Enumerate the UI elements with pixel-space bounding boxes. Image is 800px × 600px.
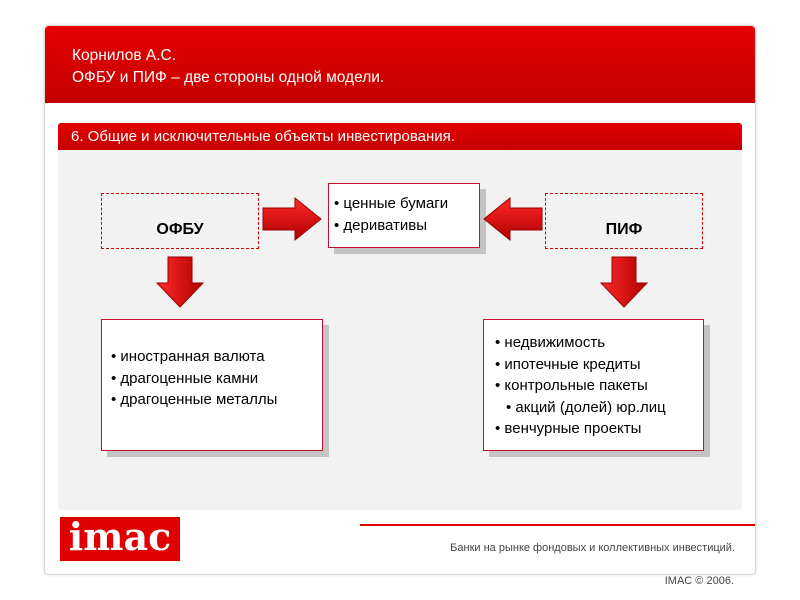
ofbu-item: • драгоценные камни xyxy=(111,368,322,390)
section-header xyxy=(58,123,742,150)
ofbu-item: • иностранная валюта xyxy=(111,346,322,368)
pif-label: ПИФ xyxy=(605,221,643,238)
pif-objects-box xyxy=(483,319,704,451)
common-objects-list xyxy=(334,193,479,236)
ofbu-objects-box xyxy=(101,319,323,451)
slide-header xyxy=(45,26,755,103)
content-panel xyxy=(58,123,742,510)
common-item: • деривативы xyxy=(334,215,479,237)
pif-item: • недвижимость xyxy=(495,332,703,354)
pif-item: • венчурные проекты xyxy=(495,418,703,440)
arrow-left-icon xyxy=(482,196,544,242)
ofbu-box xyxy=(101,193,259,249)
arrow-right-icon xyxy=(261,196,323,242)
slide-title: ОФБУ и ПИФ – две стороны одной модели. xyxy=(72,69,385,86)
ofbu-item: • драгоценные металлы xyxy=(111,389,322,411)
footer-caption: Банки на рынке фондовых и коллективных инвестиций. xyxy=(450,542,735,554)
common-objects-box xyxy=(328,183,480,248)
arrow-down-icon xyxy=(155,255,205,309)
pif-item: • акций (долей) юр.лиц xyxy=(495,397,703,419)
section-title: 6. Общие и исключительные объекты инвестирования. xyxy=(71,128,455,145)
arrow-down-icon xyxy=(599,255,649,309)
ofbu-label: ОФБУ xyxy=(156,221,204,238)
copyright: IMAC © 2006. xyxy=(664,575,734,587)
pif-item: • ипотечные кредиты xyxy=(495,354,703,376)
pif-objects-list xyxy=(495,332,703,440)
footer-divider xyxy=(360,524,755,526)
pif-item: • контрольные пакеты xyxy=(495,375,703,397)
common-item: • ценные бумаги xyxy=(334,193,479,215)
ofbu-objects-list xyxy=(111,346,322,411)
slide xyxy=(44,25,756,575)
pif-box xyxy=(545,193,703,249)
imac-logo: imac xyxy=(60,517,180,561)
author-name: Корнилов А.С. xyxy=(72,47,177,64)
